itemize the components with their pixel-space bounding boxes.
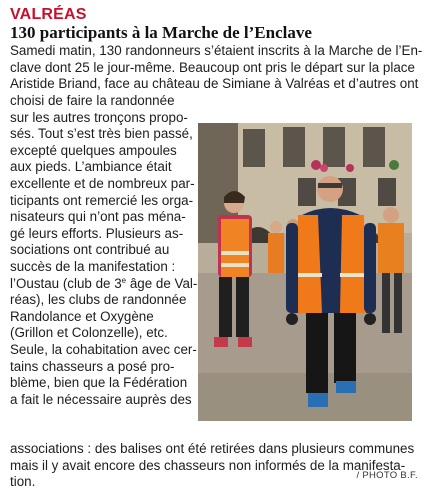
text-line: (Grillon et Colonzelle), etc. <box>10 325 168 341</box>
text-line: Randolance et Oxygène <box>10 308 154 324</box>
text-line: tains chasseurs a posé pro- <box>10 358 175 374</box>
article-column <box>10 110 200 409</box>
text-line: blème, bien que la Fédération <box>10 375 188 391</box>
text-fragment: l’Oustau (club de 3 <box>10 275 122 291</box>
text-line: excepté quelques ampoules <box>10 142 177 158</box>
text-line: Seule, la cohabitation avec cer- <box>10 341 197 357</box>
text-line: sés. Tout s’est très bien passé, <box>10 126 193 142</box>
text-line: excellente et de nombreux par- <box>10 175 195 191</box>
text-line: réas), les clubs de randonnée <box>10 292 187 308</box>
text-line: succès de la manifestation : <box>10 258 176 274</box>
text-line: clave dont 25 le jour-même. Beaucoup ont pris le départ sur la place <box>10 59 415 75</box>
text-line: sociations ont contribué au <box>10 242 170 258</box>
article-kicker: VALRÉAS <box>10 6 87 23</box>
text-line: gé leurs efforts. Plusieurs as- <box>10 225 184 241</box>
text-line: ticipants ont remercié les orga- <box>10 192 194 208</box>
text-line: associations : des balises ont été retirées dans plusieurs communes <box>10 441 415 456</box>
ordinal-suffix: e <box>121 275 127 285</box>
article-photo <box>198 123 412 421</box>
text-line: nisateurs qui n’ont pas ména- <box>10 209 186 225</box>
text-line: tion. <box>10 474 36 490</box>
text-line: Samedi matin, 130 randonneurs s’étaient inscrits à la Marche de l’En- <box>10 43 423 58</box>
article-intro <box>10 43 423 109</box>
text-line: aux pieds. L’ambiance était <box>10 159 172 175</box>
text-line: a fait le nécessaire auprès des <box>10 391 192 407</box>
text-line: Aristide Briand, face au château de Simiane à Valréas et d’autres ont <box>10 76 419 92</box>
text-fragment: âge de Val- <box>129 275 198 291</box>
text-line <box>10 276 200 293</box>
article-conclusion <box>10 441 420 491</box>
text-line: choisi de faire la randonnée <box>10 92 175 108</box>
article-headline: 130 participants à la Marche de l’Enclave <box>10 23 312 42</box>
text-line: sur les autres tronçons propo- <box>10 109 188 125</box>
hikers-illustration <box>198 123 412 421</box>
text-line: mais il y avait encore des chasseurs non informés de la manifesta- <box>10 457 406 473</box>
photo-credit: / PHOTO B.F. <box>356 470 418 481</box>
